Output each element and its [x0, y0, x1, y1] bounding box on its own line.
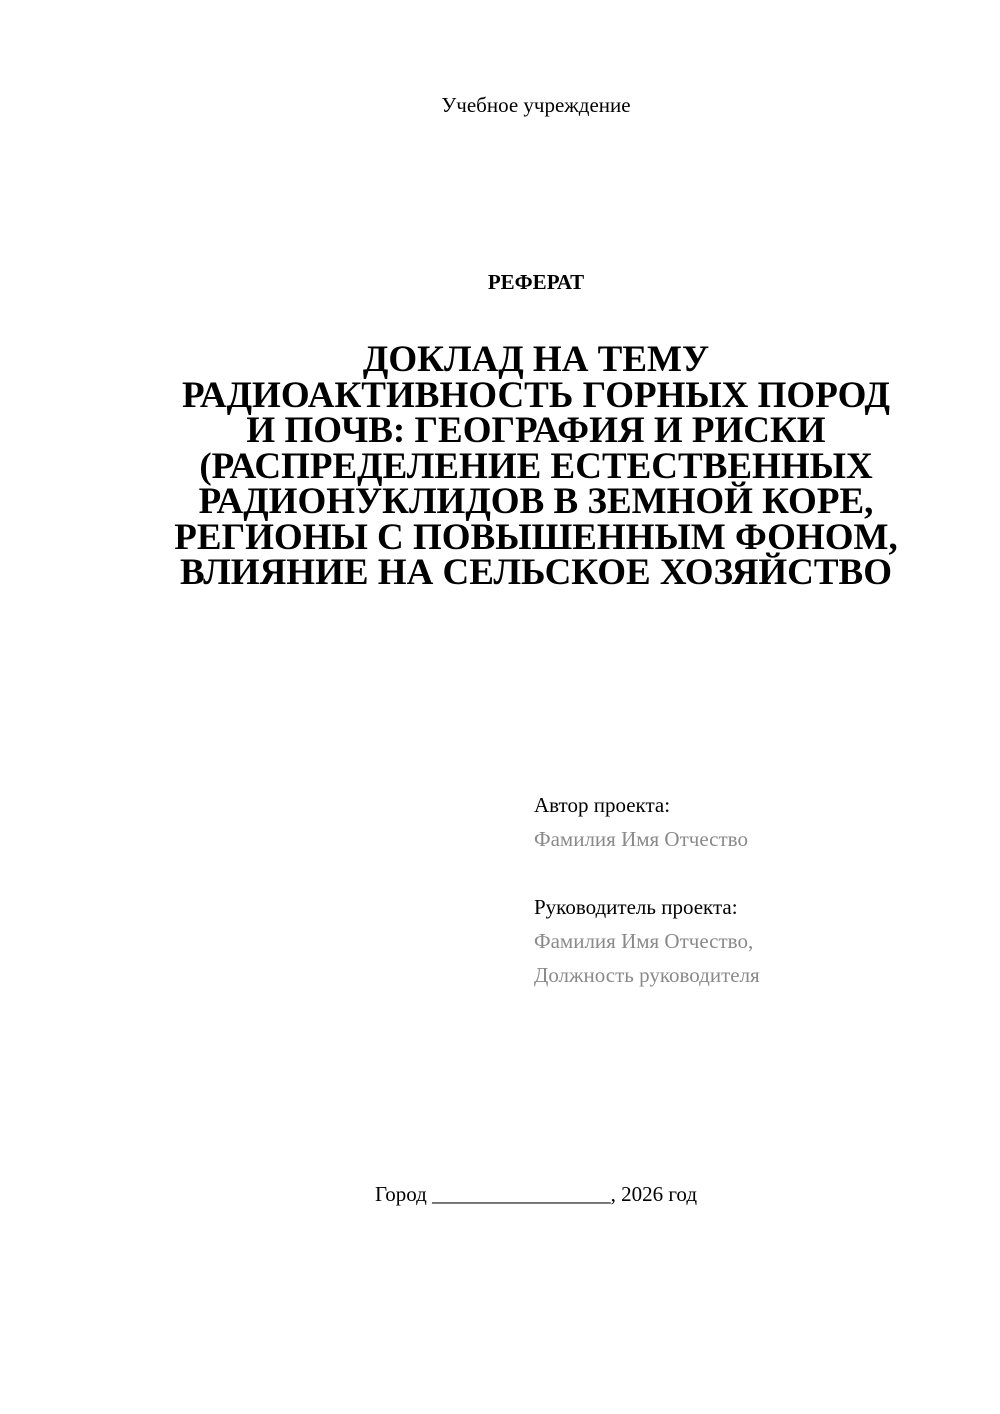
supervisor-name: Фамилия Имя Отчество, [534, 929, 754, 953]
author-name: Фамилия Имя Отчество [534, 827, 748, 851]
title-line: РАДИОАКТИВНОСТЬ ГОРНЫХ ПОРОД [182, 374, 890, 416]
author-label: Автор проекта: [534, 793, 671, 817]
institution-name: Учебное учреждение [441, 93, 631, 117]
document-title [120, 339, 952, 593]
document-type: РЕФЕРАТ [487, 270, 585, 294]
title-line: РАДИОНУКЛИДОВ В ЗЕМНОЙ КОРЕ, [198, 481, 874, 522]
supervisor-position: Должность руководителя [534, 963, 760, 987]
title-line: И ПОЧВ: ГЕОГРАФИЯ И РИСКИ [246, 410, 826, 451]
signature-spacer [534, 856, 974, 890]
signature-block [534, 788, 974, 992]
title-line: ВЛИЯНИЕ НА СЕЛЬСКОЕ ХОЗЯЙСТВО [179, 552, 893, 593]
title-line: (РАСПРЕДЕЛЕНИЕ ЕСТЕСТВЕННЫХ [199, 445, 873, 487]
city-year-line: Город _________________, 2026 год [374, 1182, 698, 1206]
supervisor-label: Руководитель проекта: [534, 895, 738, 919]
title-line: РЕГИОНЫ С ПОВЫШЕННЫМ ФОНОМ, [174, 516, 898, 558]
title-line: ДОКЛАД НА ТЕМУ [362, 339, 710, 380]
